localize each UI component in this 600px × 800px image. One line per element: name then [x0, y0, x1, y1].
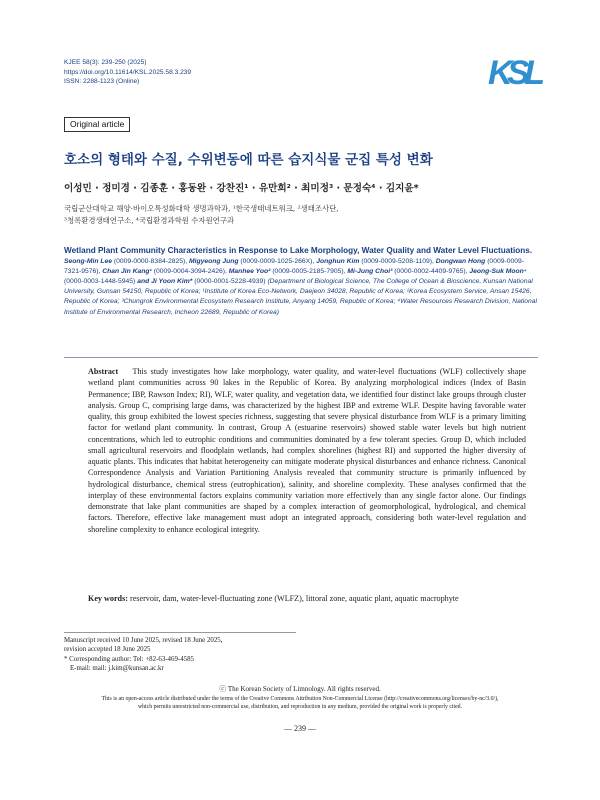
author-name: Manhee Yoo² — [228, 268, 271, 276]
korean-affiliation-line: 국립군산대학교 해양·바이오특성화대학 생명과학과, ¹한국생태네트워크, ²생태조사단, — [64, 204, 339, 213]
author-name: Dongwan Hong — [435, 258, 486, 266]
author-orcid[interactable]: (0009-0009-5208-1109), — [361, 258, 434, 266]
author-name: Jonghun Kim — [316, 258, 360, 266]
svg-text:KSL: KSL — [488, 54, 545, 88]
author-name: Seong-Min Lee — [64, 258, 113, 266]
footnotes — [64, 636, 364, 674]
author-name: Mi-Jung Choi³ — [347, 268, 393, 276]
korean-affiliations — [64, 203, 544, 227]
author-orcid[interactable]: (0000-0002-4409-9765), — [394, 268, 468, 276]
author-name: and Ji Yoon Kim* — [137, 278, 193, 286]
english-title: Wetland Plant Community Characteristics in Response to Lake Morphology, Water Quality and Water Level Fluctuations. — [64, 246, 533, 255]
section-divider — [64, 357, 538, 358]
copyright-notice: ⓒ The Korean Society of Limnology. All rights reserved. — [219, 685, 381, 693]
article-type-badge: Original article — [64, 117, 130, 132]
journal-issn: ISSN: 2288-1123 (Online) — [64, 78, 140, 86]
author-orcid[interactable]: (0000-0003-1448-5945) — [64, 278, 136, 286]
author-orcid[interactable]: (0009-0009-7321-9576), — [64, 258, 524, 276]
author-orcid[interactable]: (0009-0004-3094-2426), — [153, 268, 227, 276]
footnote-email[interactable]: E-mail: mail: j.kim@kunsan.ac.kr — [70, 665, 164, 673]
author-orcid[interactable]: (0000-0001-5228-4939) — [194, 278, 266, 286]
license-line: This is an open-access article distributed under the terms of the Creative Commons Attribution Non-Commercial License (http://creativecommons.org/licenses/by-nc/3.0/), — [101, 696, 499, 702]
journal-doi[interactable]: https://doi.org/10.11614/KSL.2025.58.3.239 — [64, 68, 192, 76]
abstract — [88, 366, 526, 535]
keywords-label: Key words: — [88, 594, 128, 603]
license-notice — [50, 695, 550, 711]
footnote-line: * Corresponding author: Tel: +82-63-469-4585 — [64, 655, 194, 663]
author-orcid[interactable]: (0009-0000-8384-2825), — [113, 258, 188, 266]
author-orcid[interactable]: (0009-0005-2185-7905), — [272, 268, 346, 276]
korean-title: 호소의 형태와 수질, 수위변동에 따른 습지식물 군집 특성 변화 — [64, 152, 433, 168]
author-name: Chan Jin Kang¹ — [102, 268, 152, 276]
korean-authors: 이성민 · 정미경 · 김종훈 · 홍동완 · 강찬진¹ · 유만희² · 최미정³ · 문정숙⁴ · 김지윤* — [64, 183, 419, 194]
korean-affiliation-line: ³청록환경생태연구소, ⁴국립환경과학원 수자원연구과 — [64, 216, 235, 225]
footnote-line: revision accepted 18 June 2025 — [64, 646, 151, 654]
author-name: Migyeong Jung — [188, 258, 239, 266]
author-name: Jeong-Suk Moon⁴ — [469, 268, 527, 276]
author-orcid[interactable]: (0009-0009-1025-266X), — [240, 258, 315, 266]
footnote-line: Manuscript received 10 June 2025, revised 18 June 2025, — [64, 637, 223, 644]
journal-citation: KJEE 58(3): 239-250 (2025) — [64, 59, 147, 66]
abstract-text: This study investigates how lake morphology, water quality, and water-level fluctuations (WLF) collectively shape wetland plant communities across 90 lakes in the Republic of Korea. By analyzing morphological indices (Index of Basin Permanence; IBP, Rawson Index; RI), WLF, water quality, and vegetation data, we identified four distinct lake groups through cluster analysis. Group C, comprising large dams, was characterized by the highest IBP and extreme WLF. Despite having favorable water quality, this group exhibited the lowest species richness, suggesting that severe physical disturbance from WLF is a primary limiting factor for wetland plant community. In contrast, Group A (estuarine reservoirs) showed stable water levels but high nutrient concentrations, which led to eutrophic conditions and communities dominated by a few tolerant species. Group D, which included small agricultural reservoirs and floodplain wetlands, had complex shorelines (highest RI) and supported the higher diversity of aquatic plants. This indicates that habitat heterogeneity can mitigate moderate physical disturbances and enhance richness. Canonical Correspondence Analysis and Variation Partitioning Analysis revealed that community structure is primarily influenced by hydrological disturbance, chemical stress (eutrophication), salinity, and shoreline complexity. These analyses confirmed that the interplay of these environmental factors explains community variation more effectively than any single factor alone. Our findings demonstrate that lake plant communities are shaped by a complex interaction of geomorphological, hydrological, and chemical factors. Therefore, effective lake management must adopt an integrated approach, considering both water-level regulation and shoreline complexity to enhance ecological integrity. — [88, 367, 527, 534]
page-number: — 239 — — [284, 724, 316, 733]
keywords — [88, 594, 538, 603]
keywords-text: reservoir, dam, water-level-fluctuating zone (WLFZ), littoral zone, aquatic plant, aquatic macrophyte — [129, 594, 459, 603]
journal-info — [64, 58, 191, 87]
footnote-divider — [64, 632, 296, 633]
abstract-label: Abstract — [88, 367, 119, 376]
english-affiliations: (Department of Biological Science, The College of Ocean & Bioscience, Kunsan National University, Gunsan 54150, Republic of Korea; ¹Institute of Korea Eco-Network, Daejeon 34028, Republic of Korea; ²Korea Ecosystem Service, Ansan 15426, Republic of Korea; ³Chungrok Environmental Ecosystem Research Institute, Anyang 14059, Republic of Korea; ⁴Water Resources Research Division, National Institute of Environmental Research, Incheon 22689, Republic of Korea) — [64, 278, 538, 316]
english-header — [64, 246, 538, 318]
ksl-logo — [488, 54, 546, 88]
license-line: which permits unrestricted non-commercial use, distribution, and reproduction in any medium, provided the original work is properly cited. — [137, 704, 463, 711]
